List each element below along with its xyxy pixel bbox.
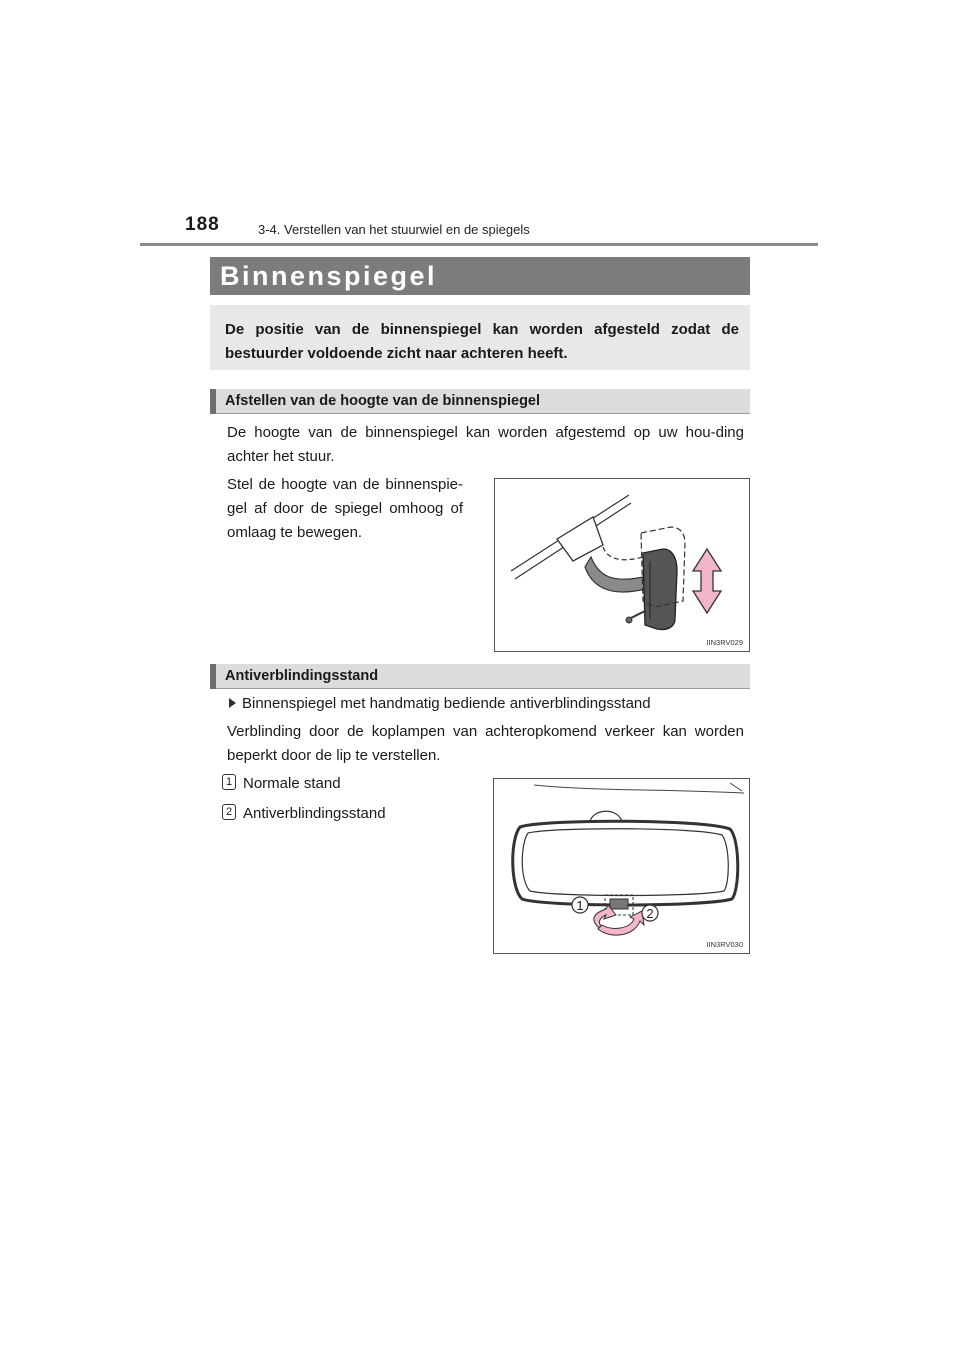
section-heading-height [210,389,750,414]
page-number: 188 [185,214,220,235]
section-heading-antiglare [210,664,750,689]
figure-code: IIN3RV030 [706,940,743,949]
item-number-1: 1 [222,774,236,790]
bullet-text: Binnenspiegel met handmatig bediende antiverblindingsstand [242,695,651,712]
antiglare-paragraph: Verblinding door de koplampen van achteropkomend verkeer kan worden beperkt door de lip te verstellen. [227,723,744,764]
heading-marker [210,389,216,414]
item-label-antiglare: Antiverblindingsstand [243,805,386,822]
section-heading-label: Antiverblindingsstand [225,668,379,684]
item-number-2: 2 [222,804,236,820]
callout-2: 2 [646,906,654,921]
figure-code: IIN3RV029 [706,638,743,647]
mirror-height-illustration [495,479,749,651]
mirror-antiglare-illustration [494,779,749,953]
section-heading-label: Afstellen van de hoogte van de binnenspiegel [225,393,541,409]
height-paragraph: De hoogte van de binnenspiegel kan worden afgestemd op uw hou-ding achter het stuur. [227,424,744,465]
mirror-height-figure [494,478,750,652]
section-title-bar [210,257,750,295]
callout-1: 1 [576,898,584,913]
bullet-triangle-icon [229,698,236,708]
header-divider [140,243,818,246]
intro-text: De positie van de binnenspiegel kan worden afgesteld zodat de bestuurder voldoende zicht naar achteren heeft. [225,321,739,362]
height-instruction: Stel de hoogte van de binnenspie-gel af door de spiegel omhoog of omlaag te bewegen. [227,476,463,541]
item-label-normal: Normale stand [243,775,341,792]
page-title: Binnenspiegel [220,261,438,291]
chapter-title: 3-4. Verstellen van het stuurwiel en de spiegels [258,222,530,237]
intro-box [210,305,750,370]
mirror-antiglare-figure [493,778,750,954]
heading-marker [210,664,216,689]
